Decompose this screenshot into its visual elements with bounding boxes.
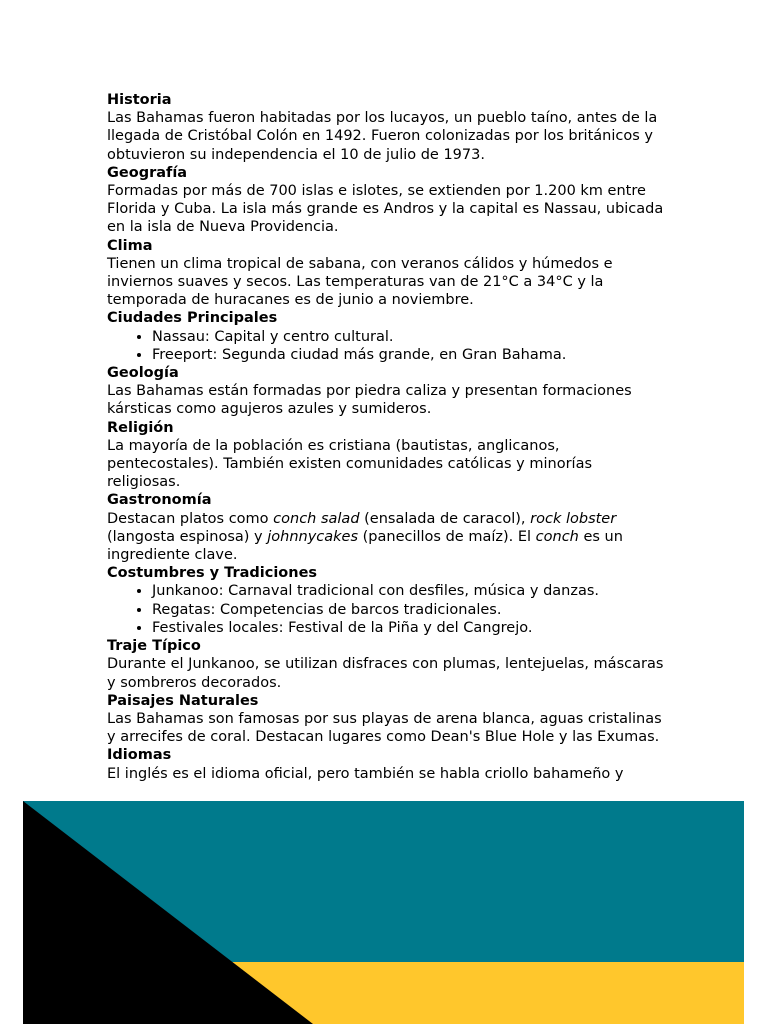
section-title-ciudades: Ciudades Principales [107, 310, 278, 327]
section-title-traje: Traje Típico [107, 638, 201, 655]
section-title-religion: Religión [107, 419, 174, 436]
section-text-religion: La mayoría de la población es cristiana (bautistas, anglicanos, pentecostales). También existen comunidades católicas y minorías religiosas. [107, 437, 593, 491]
bahamas-flag-image [23, 801, 744, 1024]
section-title-gastronomia: Gastronomía [107, 492, 212, 509]
ingredient-conch: conch [535, 528, 579, 545]
dish-rock-lobster: rock lobster [530, 510, 617, 527]
text-run: (ensalada de caracol), [359, 510, 531, 527]
dish-johnnycakes: johnnycakes [267, 528, 359, 545]
section-text-gastronomia [107, 510, 667, 565]
section-title-clima: Clima [107, 237, 153, 254]
section-text-clima: Tienen un clima tropical de sabana, con veranos cálidos y húmedos e inviernos suaves y secos. Las temperaturas van de 21°C a 34°C y la temporada de huracanes es de junio a noviembre. [107, 255, 613, 309]
text-run: Destacan platos como [107, 510, 274, 527]
dish-conch-salad: conch salad [273, 510, 360, 527]
list-item: • Regatas: Competencias de barcos tradicionales. [152, 601, 667, 619]
list-item: • Junkanoo: Carnaval tradicional con desfiles, música y danzas. [152, 582, 667, 600]
document-body [107, 91, 667, 783]
section-title-historia: Historia [107, 92, 172, 108]
section-text-traje: Durante el Junkanoo, se utilizan disfraces con plumas, lentejuelas, máscaras y sombreros decorados. [107, 656, 664, 691]
text-run: es un ingrediente clave. [107, 528, 623, 564]
section-title-geografia: Geografía [107, 164, 188, 181]
section-text-historia: Las Bahamas fueron habitadas por los lucayos, un pueblo taíno, antes de la llegada de Cristóbal Colón en 1492. Fueron colonizadas por los británicos y obtuvieron su independencia el 10 de julio de 1973. [107, 110, 658, 163]
text-run: (panecillos de maíz). El [358, 528, 536, 545]
section-title-geologia: Geología [107, 365, 179, 382]
section-title-idiomas: Idiomas [107, 747, 172, 764]
ciudades-list [107, 328, 667, 364]
list-item: • Nassau: Capital y centro cultural. [152, 328, 667, 346]
flag-graphic [23, 801, 744, 1024]
section-title-paisajes: Paisajes Naturales [107, 692, 259, 709]
list-item: • Festivales locales: Festival de la Piña y del Cangrejo. [152, 619, 667, 637]
section-text-geografia: Formadas por más de 700 islas e islotes, se extienden por 1.200 km entre Florida y Cuba. La isla más grande es Andros y la capital es Nassau, ubicada en la isla de Nueva Providencia. [107, 183, 664, 236]
list-item: • Freeport: Segunda ciudad más grande, en Gran Bahama. [152, 346, 667, 364]
section-text-paisajes: Las Bahamas son famosas por sus playas de arena blanca, aguas cristalinas y arrecifes de coral. Destacan lugares como Dean's Blue Hole y las Exumas. [107, 710, 662, 746]
section-text-idiomas: El inglés es el idioma oficial, pero también se habla criollo bahameño y [107, 765, 624, 782]
costumbres-list [107, 582, 667, 637]
section-title-costumbres: Costumbres y Tradiciones [107, 565, 318, 582]
section-text-geologia: Las Bahamas están formadas por piedra caliza y presentan formaciones kársticas como agujeros azules y sumideros. [107, 383, 632, 418]
text-run: (langosta espinosa) y [107, 528, 268, 545]
